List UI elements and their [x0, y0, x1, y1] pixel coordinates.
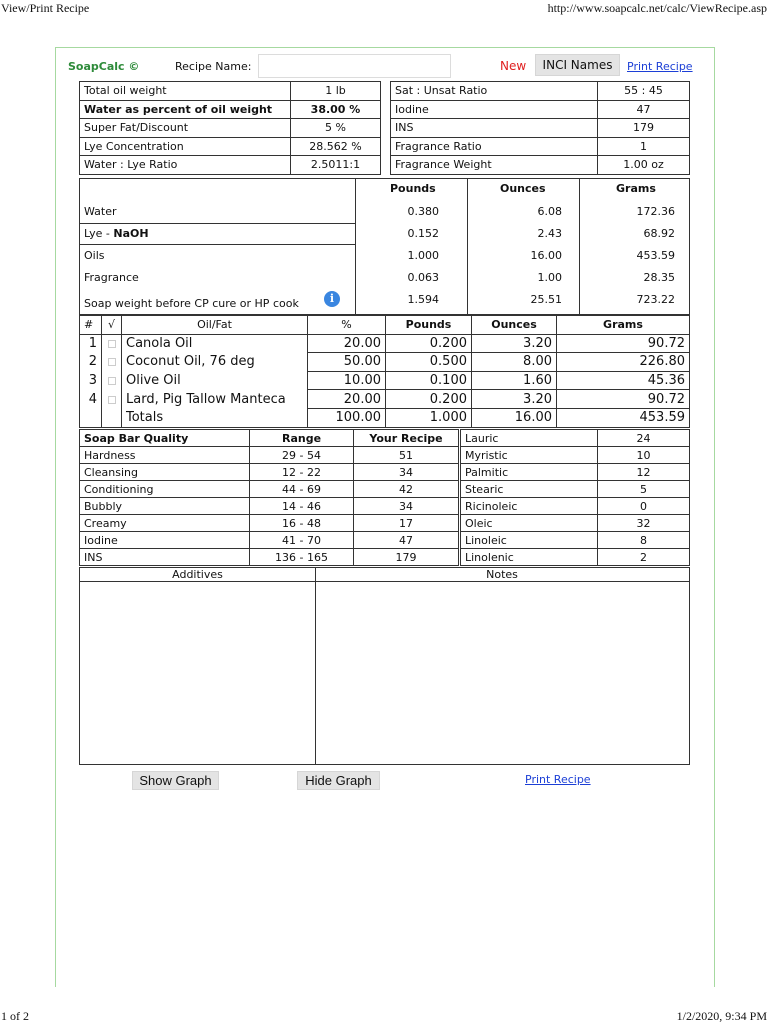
- acid-name: Linolenic: [461, 549, 598, 566]
- acid-name: Myristic: [461, 447, 598, 464]
- quality-value: 17: [354, 515, 459, 532]
- totals-row: [80, 408, 690, 427]
- quality-value: 42: [354, 481, 459, 498]
- oil-num: 2: [80, 353, 102, 372]
- oil-pounds: 0.200: [386, 390, 472, 409]
- qty-water-label: Water: [84, 205, 117, 218]
- col-pct: %: [308, 316, 386, 335]
- acid-value: 10: [598, 447, 690, 464]
- quality-name: Creamy: [80, 515, 250, 532]
- table-header-row: [80, 316, 690, 335]
- print-header-title: View/Print Recipe: [1, 1, 90, 15]
- quality-name: Iodine: [80, 532, 250, 549]
- table-row: [391, 137, 690, 156]
- qty-oils-grams: 453.59: [636, 249, 675, 262]
- table-row: [80, 156, 381, 175]
- oil-checkbox[interactable]: [102, 371, 122, 390]
- oil-pounds: 0.200: [386, 334, 472, 353]
- quality-value: 51: [354, 447, 459, 464]
- qty-fragrance-pounds: 0.063: [407, 271, 439, 284]
- table-row: [80, 549, 459, 566]
- oil-ounces: 1.60: [472, 371, 557, 390]
- table-row: [461, 447, 690, 464]
- print-footer-datetime: 1/2/2020, 9:34 PM: [676, 1009, 767, 1023]
- quality-range: 29 - 54: [250, 447, 354, 464]
- lye-type: NaOH: [113, 227, 149, 240]
- qty-water-pounds: 0.380: [407, 205, 439, 218]
- table-row: [80, 464, 459, 481]
- new-label[interactable]: New: [500, 59, 527, 73]
- quality-value: 34: [354, 464, 459, 481]
- table-row: [461, 481, 690, 498]
- quality-range: 136 - 165: [250, 549, 354, 566]
- table-row: [391, 156, 690, 175]
- oil-ounces: 3.20: [472, 334, 557, 353]
- setting-value: 28.562 %: [291, 137, 381, 156]
- setting-value: 1 lb: [291, 82, 381, 101]
- ratio-value: 1.00 oz: [598, 156, 690, 175]
- acid-value: 5: [598, 481, 690, 498]
- col-check: √: [102, 316, 122, 335]
- table-row: [80, 515, 459, 532]
- info-icon[interactable]: i: [324, 291, 340, 307]
- oil-row: [80, 390, 690, 409]
- table-row: [80, 447, 459, 464]
- quality-range: 41 - 70: [250, 532, 354, 549]
- oil-name: Coconut Oil, 76 deg: [126, 354, 255, 370]
- oil-num: 1: [80, 334, 102, 353]
- totals-grams: 453.59: [557, 408, 690, 427]
- additives-header: Additives: [80, 568, 315, 582]
- acid-value: 2: [598, 549, 690, 566]
- hide-graph-button[interactable]: Hide Graph: [297, 771, 380, 790]
- qty-oils-pounds: 1.000: [407, 249, 439, 262]
- additives-notes-panel: [79, 567, 690, 765]
- ratio-value: 47: [598, 100, 690, 119]
- table-row: [80, 137, 381, 156]
- oil-pct: 50.00: [308, 353, 386, 372]
- print-recipe-link-bottom[interactable]: Print Recipe: [525, 773, 591, 786]
- qty-oils-ounces: 16.00: [530, 249, 562, 262]
- oil-pounds: 0.500: [386, 353, 472, 372]
- additives-area[interactable]: [80, 582, 315, 764]
- table-row: [461, 532, 690, 549]
- setting-label: Water as percent of oil weight: [80, 100, 291, 119]
- quality-name: Cleansing: [80, 464, 250, 481]
- setting-value: 5 %: [291, 119, 381, 138]
- setting-label: Super Fat/Discount: [80, 119, 291, 138]
- table-row: [461, 430, 690, 447]
- oil-name: Olive Oil: [126, 373, 181, 389]
- oil-row: [80, 371, 690, 390]
- quality-name: Conditioning: [80, 481, 250, 498]
- quality-name: INS: [80, 549, 250, 566]
- oil-num: 4: [80, 390, 102, 409]
- qty-fragrance-ounces: 1.00: [537, 271, 562, 284]
- qty-soap-weight-ounces: 25.51: [530, 293, 562, 306]
- recipe-name-label: Recipe Name:: [175, 60, 252, 73]
- acid-value: 24: [598, 430, 690, 447]
- oil-ounces: 3.20: [472, 390, 557, 409]
- top-bar: [68, 54, 698, 78]
- range-header: Range: [250, 430, 354, 447]
- oil-grams: 90.72: [557, 390, 690, 409]
- acid-name: Oleic: [461, 515, 598, 532]
- setting-label: Lye Concentration: [80, 137, 291, 156]
- quality-range: 16 - 48: [250, 515, 354, 532]
- oil-grams: 226.80: [557, 353, 690, 372]
- ratio-label: Fragrance Ratio: [391, 137, 598, 156]
- table-row: [80, 481, 459, 498]
- oil-name: Canola Oil: [126, 336, 193, 352]
- ratios-table: [390, 81, 690, 175]
- oil-row: [80, 334, 690, 353]
- oil-grams: 45.36: [557, 371, 690, 390]
- oil-checkbox[interactable]: [102, 390, 122, 409]
- oil-grams: 90.72: [557, 334, 690, 353]
- col-ounces: Ounces: [472, 316, 557, 335]
- totals-pct: 100.00: [308, 408, 386, 427]
- quality-name: Bubbly: [80, 498, 250, 515]
- quality-value: 34: [354, 498, 459, 515]
- oil-pounds: 0.100: [386, 371, 472, 390]
- qty-lye-grams: 68.92: [643, 227, 675, 240]
- oil-pct: 10.00: [308, 371, 386, 390]
- acid-name: Ricinoleic: [461, 498, 598, 515]
- qty-water-ounces: 6.08: [537, 205, 562, 218]
- totals-label: Totals: [122, 408, 308, 427]
- oil-checkbox[interactable]: [102, 334, 122, 353]
- ratio-label: Fragrance Weight: [391, 156, 598, 175]
- oils-table: [79, 315, 690, 428]
- qty-fragrance-grams: 28.35: [643, 271, 675, 284]
- acid-name: Linoleic: [461, 532, 598, 549]
- acid-value: 8: [598, 532, 690, 549]
- your-recipe-header: Your Recipe: [354, 430, 459, 447]
- quality-value: 47: [354, 532, 459, 549]
- ratio-label: Sat : Unsat Ratio: [391, 82, 598, 101]
- table-row: [461, 464, 690, 481]
- qty-soap-weight-grams: 723.22: [636, 293, 675, 306]
- inci-names-button[interactable]: INCI Names: [535, 54, 620, 76]
- quantities-panel: [79, 178, 690, 315]
- print-header-url: http://www.soapcalc.net/calc/ViewRecipe.asp: [547, 1, 767, 15]
- notes-area[interactable]: [316, 582, 689, 764]
- quality-value: 179: [354, 549, 459, 566]
- oil-checkbox[interactable]: [102, 353, 122, 372]
- acid-name: Palmitic: [461, 464, 598, 481]
- oil-num: 3: [80, 371, 102, 390]
- ratio-value: 179: [598, 119, 690, 138]
- qty-oils-label: Oils: [84, 249, 105, 262]
- setting-label: Total oil weight: [80, 82, 291, 101]
- col-pounds: Pounds: [386, 316, 472, 335]
- ratio-label: Iodine: [391, 100, 598, 119]
- totals-ounces: 16.00: [472, 408, 557, 427]
- print-recipe-link-top[interactable]: Print Recipe: [627, 60, 693, 73]
- brand-logo: SoapCalc ©: [68, 60, 140, 73]
- table-row: [80, 100, 381, 119]
- quality-name: Hardness: [80, 447, 250, 464]
- table-row: [391, 119, 690, 138]
- acid-name: Stearic: [461, 481, 598, 498]
- show-graph-button[interactable]: Show Graph: [132, 771, 219, 790]
- qty-soap-weight-pounds: 1.594: [407, 293, 439, 306]
- table-row: [80, 119, 381, 138]
- table-row: [461, 498, 690, 515]
- table-row: [80, 532, 459, 549]
- table-header-row: [80, 430, 459, 447]
- table-row: [461, 515, 690, 532]
- table-row: [391, 100, 690, 119]
- recipe-name-input[interactable]: [258, 54, 451, 78]
- qty-soap-weight-label: Soap weight before CP cure or HP cook: [84, 297, 299, 310]
- ratio-value: 55 : 45: [598, 82, 690, 101]
- oil-name: Lard, Pig Tallow Manteca: [126, 391, 286, 407]
- col-oil: Oil/Fat: [122, 316, 308, 335]
- qty-header-grams: Grams: [616, 182, 656, 195]
- qty-lye-label: Lye - NaOH: [84, 227, 149, 240]
- table-row: [461, 549, 690, 566]
- quality-table: [79, 429, 459, 566]
- oil-pct: 20.00: [308, 390, 386, 409]
- col-grams: Grams: [557, 316, 690, 335]
- qty-fragrance-label: Fragrance: [84, 271, 139, 284]
- acid-value: 0: [598, 498, 690, 515]
- table-row: [80, 82, 381, 101]
- table-row: [391, 82, 690, 101]
- qty-lye-ounces: 2.43: [537, 227, 562, 240]
- totals-pounds: 1.000: [386, 408, 472, 427]
- oil-pct: 20.00: [308, 334, 386, 353]
- oil-row: [80, 353, 690, 372]
- qty-header-pounds: Pounds: [390, 182, 436, 195]
- oil-ounces: 8.00: [472, 353, 557, 372]
- qty-water-grams: 172.36: [636, 205, 675, 218]
- acid-value: 32: [598, 515, 690, 532]
- settings-table: [79, 81, 381, 175]
- ratio-value: 1: [598, 137, 690, 156]
- fatty-acids-table: [460, 429, 690, 566]
- setting-value: 38.00 %: [291, 100, 381, 119]
- quality-range: 44 - 69: [250, 481, 354, 498]
- acid-value: 12: [598, 464, 690, 481]
- col-num: #: [80, 316, 102, 335]
- setting-value: 2.5011:1: [291, 156, 381, 175]
- ratio-label: INS: [391, 119, 598, 138]
- qty-lye-pounds: 0.152: [407, 227, 439, 240]
- print-footer-page: 1 of 2: [1, 1009, 29, 1023]
- table-row: [80, 498, 459, 515]
- qty-header-ounces: Ounces: [500, 182, 546, 195]
- quality-range: 14 - 46: [250, 498, 354, 515]
- acid-name: Lauric: [461, 430, 598, 447]
- notes-header: Notes: [315, 568, 689, 582]
- quality-header: Soap Bar Quality: [80, 430, 250, 447]
- quality-range: 12 - 22: [250, 464, 354, 481]
- setting-label: Water : Lye Ratio: [80, 156, 291, 175]
